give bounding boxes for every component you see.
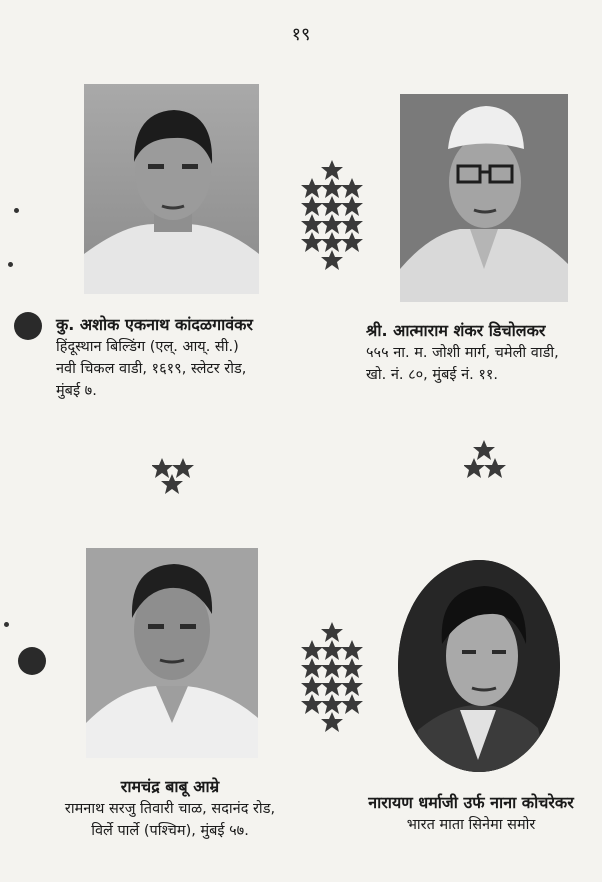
margin-dot: [14, 208, 19, 213]
star-icon: [321, 196, 343, 216]
star-icon: [341, 676, 363, 696]
star-icon: [301, 694, 323, 714]
address-line: विर्ले पार्ले (पश्चिम), मुंबई ५७.: [91, 823, 249, 839]
star-icon: [301, 214, 323, 234]
star-icon: [321, 232, 343, 252]
star-cluster-right-middle: [464, 440, 506, 478]
star-icon: [301, 658, 323, 678]
star-icon: [152, 458, 173, 478]
star-icon: [341, 196, 363, 216]
page-number: १९: [291, 24, 311, 45]
star-icon: [321, 640, 343, 660]
person-name: श्री. आत्माराम शंकर डिचोलकर: [366, 321, 546, 340]
star-icon: [301, 178, 323, 198]
person-name: रामचंद्र बाबू आम्रे: [120, 777, 220, 796]
address-line: भारत माता सिनेमा समोर: [406, 817, 536, 833]
address-line: ५५५ ना. म. जोशी मार्ग, चमेली वाडी,: [366, 345, 559, 361]
star-icon: [321, 160, 343, 180]
caption-ramchandra: [30, 776, 310, 842]
star-icon: [484, 458, 506, 478]
star-icon: [321, 214, 343, 234]
star-icon: [301, 196, 323, 216]
caption-ashok: [56, 314, 306, 402]
caption-narayan: [346, 792, 596, 836]
star-icon: [301, 640, 323, 660]
star-icon: [341, 640, 363, 660]
address-line: मुंबई ७.: [56, 383, 97, 399]
star-icon: [321, 178, 343, 198]
address-line: नवी चिकल वाडी, १६१९, स्लेटर रोड,: [56, 361, 247, 377]
star-icon: [321, 676, 343, 696]
portrait-photo-ashok: [84, 84, 259, 294]
star-icon: [321, 694, 343, 714]
margin-dot: [4, 622, 9, 627]
person-name: नारायण धर्माजी उर्फ नाना कोचरेकर: [368, 793, 574, 812]
star-icon: [321, 712, 343, 732]
star-icon: [341, 694, 363, 714]
star-icon: [341, 178, 363, 198]
punch-hole-top: [14, 312, 42, 340]
star-icon: [341, 232, 363, 252]
star-cluster-left-middle: [152, 458, 194, 494]
portrait-photo-ramchandra: [86, 548, 258, 758]
portrait-photo-atmaram: [400, 94, 568, 302]
star-icon: [301, 676, 323, 696]
star-icon: [172, 458, 194, 478]
star-cluster-bottom: [298, 622, 366, 732]
portrait-photo-narayan: [398, 560, 560, 772]
star-icon: [161, 474, 183, 494]
star-icon: [321, 622, 343, 642]
star-icon: [341, 658, 363, 678]
address-line: खो. नं. ८०, मुंबई नं. ११.: [366, 367, 499, 383]
person-name: कु. अशोक एकनाथ कांदळगावंकर: [56, 315, 253, 334]
margin-dot: [8, 262, 13, 267]
address-line: हिंदूस्थान बिल्डिंग (एल्. आय्. सी.): [56, 339, 239, 355]
star-cluster-top: [298, 160, 366, 270]
star-icon: [321, 250, 343, 270]
star-icon: [341, 214, 363, 234]
star-icon: [321, 658, 343, 678]
punch-hole-bottom: [18, 647, 46, 675]
address-line: रामनाथ सरजु तिवारी चाळ, सदानंद रोड,: [64, 801, 276, 817]
star-icon: [464, 458, 485, 478]
star-icon: [301, 232, 323, 252]
caption-atmaram: [366, 320, 596, 386]
star-icon: [473, 440, 495, 460]
